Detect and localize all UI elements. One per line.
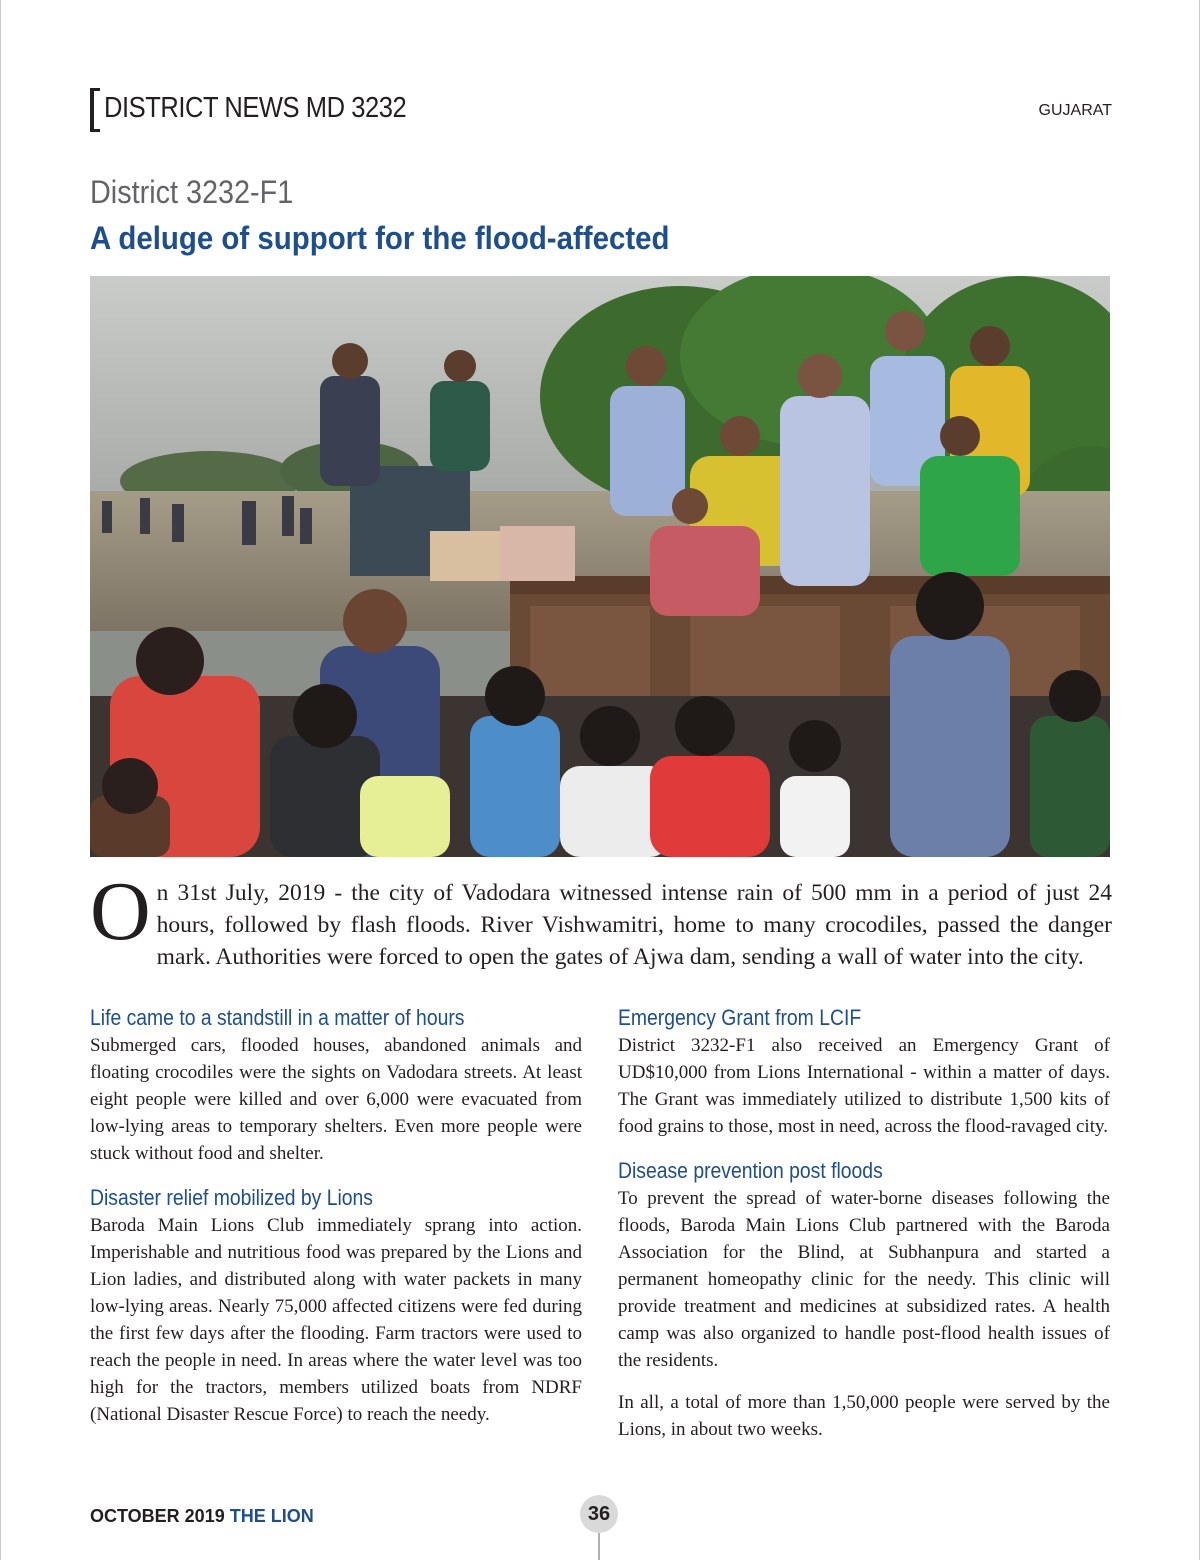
section-heading: Emergency Grant from LCIF — [618, 1005, 862, 1030]
section-heading: Life came to a standstill in a matter of hours — [90, 1005, 465, 1030]
section-body: Baroda Main Lions Club immediately sprang into action. Imperishable and nutritious food was prepared by the Lions and Lion ladies, and distributed along with water packets in many low-lying areas. Nearly 75,000 affected citizens were fed during the first few days after the flooding. Farm tractors were used to reach the people in need. In areas where the water level was too high for the tractors, members utilized boats from NDRF (National Disaster Rescue Force) to reach the needy. — [90, 1215, 582, 1425]
magazine-name: THE LION — [229, 1506, 314, 1526]
left-column — [90, 1004, 582, 1445]
lead-text: n 31st July, 2019 - the city of Vadodara witnessed intense rain of 500 mm in a period of just 24 hours, followed by flash floods. River Vishwamitri, home to many crocodiles, passed the danger mark. Authorities were forced to open the gates of Ajwa dam, sending a wall of water into the city. — [156, 880, 1112, 970]
section-body: Submerged cars, flooded houses, abandoned animals and floating crocodiles were the sights on Vadodara streets. At least eight people were killed and over 6,000 were evacuated from low-lying areas to temporary shelters. Even more people were stuck without food and shelter. — [90, 1035, 582, 1164]
issue-date: OCTOBER 2019 — [90, 1506, 225, 1526]
section-body: To prevent the spread of water-borne diseases following the floods, Baroda Main Lions Club partnered with the Baroda Association for the Blind, at Subhanpura and started a permanent homeopathy clinic for the needy. This clinic will provide treatment and medicines at subsidized rates. A health camp was also organized to handle post-flood health issues of the residents. — [618, 1188, 1110, 1371]
closing-paragraph: In all, a total of more than 1,50,000 people were served by the Lions, in about two weeks. — [618, 1392, 1110, 1440]
article-photo — [90, 276, 1110, 857]
food-boxes — [430, 526, 575, 581]
page-header — [90, 88, 1112, 138]
flood-relief-photo — [90, 276, 1110, 857]
article-headline: A deluge of support for the flood-affected — [90, 220, 670, 256]
drop-cap: O — [90, 865, 151, 958]
region-label: GUJARAT — [1038, 102, 1112, 119]
page-tick — [598, 1533, 600, 1560]
lead-paragraph — [90, 865, 1112, 973]
section-body: District 3232-F1 also received an Emergency Grant of UD$10,000 from Lions International - within a matter of days. The Grant was immediately utilized to distribute 1,500 kits of food grains to those, most in need, across the flood-ravaged city. — [618, 1035, 1110, 1137]
section-heading: Disease prevention post floods — [618, 1158, 883, 1183]
right-column — [618, 1004, 1110, 1460]
section-title: DISTRICT NEWS MD 3232 — [104, 92, 407, 124]
district-title: District 3232-F1 — [90, 174, 294, 210]
footer-issue — [90, 1506, 314, 1527]
header-bracket — [90, 88, 100, 132]
page-number: 36 — [580, 1495, 618, 1533]
section-heading: Disaster relief mobilized by Lions — [90, 1185, 373, 1210]
